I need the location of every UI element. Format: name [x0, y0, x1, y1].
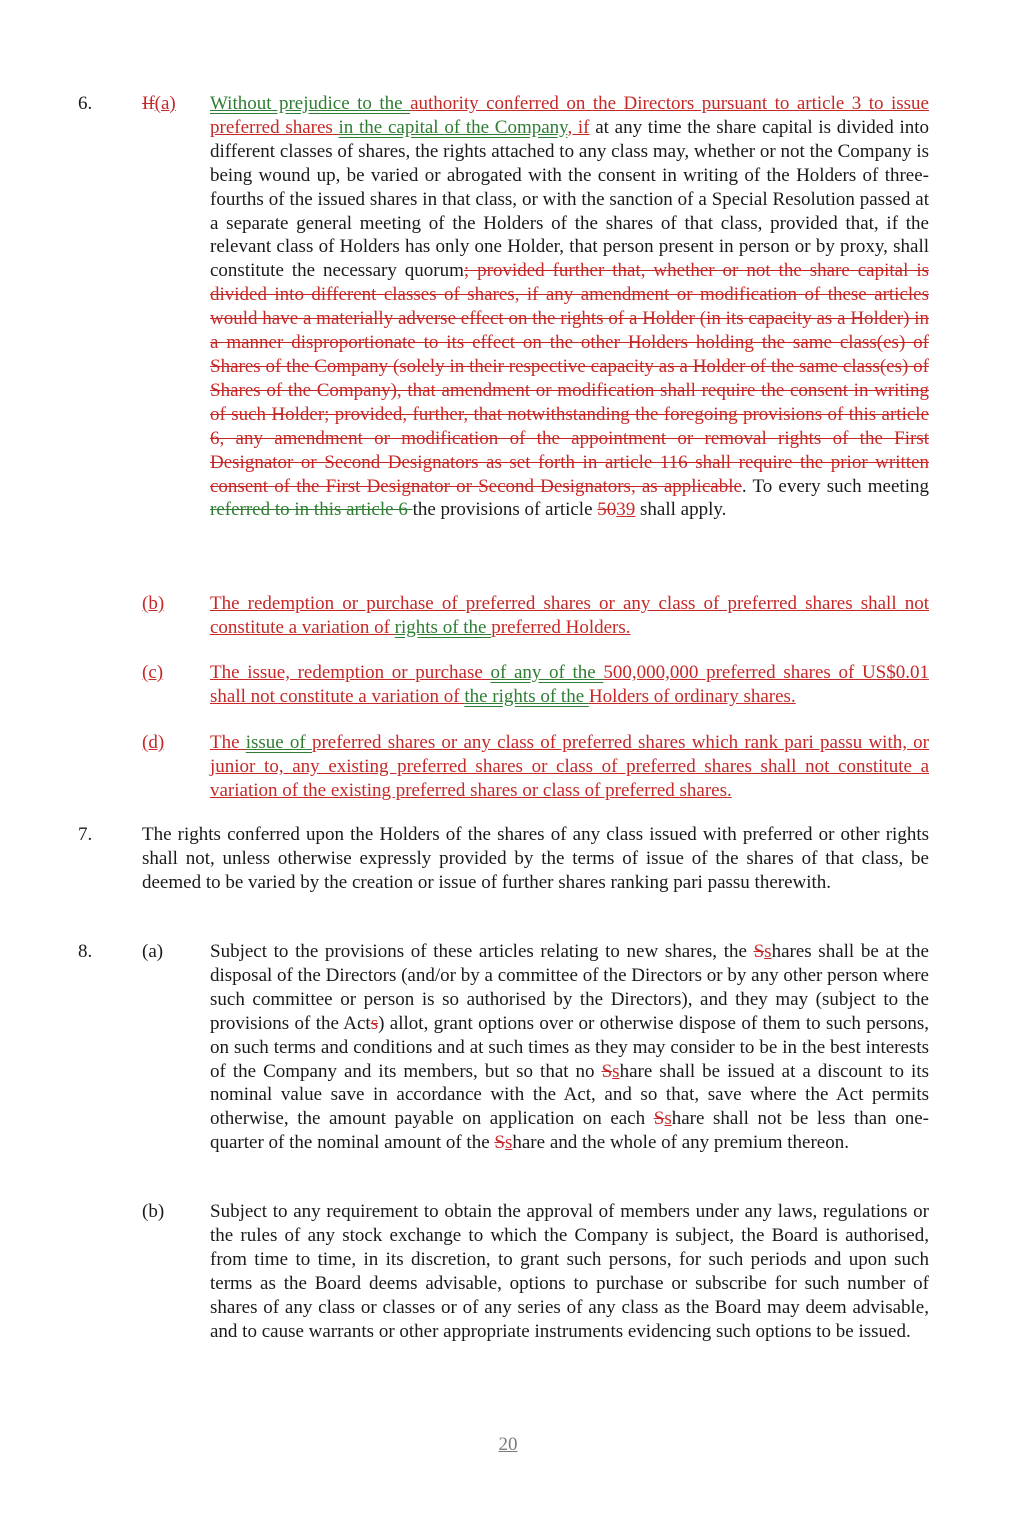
inserted-text: 500,000,000 preferred shares of US$0.01 shall not constitute a variation of [210, 662, 929, 707]
body-text: hares shall be at the disposal of the Directors (and/or by a committee of the Directors or by any other person where such committee or person is so authorised by the Directors), and they may (subject to the provisions of the Act [210, 941, 929, 1034]
inserted-text: The redemption or purchase of preferred shares or any class of preferred shares shall not constitute a variation of [210, 593, 929, 638]
article-6b-paragraph [210, 592, 929, 640]
moved-text: Without prejudice to the [210, 93, 411, 114]
page-number-text: 20 [498, 1434, 518, 1455]
moved-text: the rights of the [464, 685, 589, 707]
body-text: shall apply. [635, 499, 727, 521]
deleted-text: S [653, 1108, 665, 1130]
article-6c-label: (c) [142, 662, 164, 683]
deleted-moved-text: referred to in this article 6 [210, 499, 413, 521]
article-7-paragraph: The rights conferred upon the Holders of the shares of any class issued with preferred or other rights shall not, unless otherwise expressly provided by the terms of issue of the shares of that class, be deemed to be varied by the creation or issue of further shares ranking pari passu therewith. [142, 824, 929, 893]
article-8b-label: (b) [142, 1201, 165, 1222]
body-text: Subject to the provisions of these articles relating to new shares, the [210, 941, 754, 962]
article-6a-label [142, 92, 176, 116]
deleted-text: s [370, 1012, 379, 1034]
body-text: the provisions of article [412, 499, 598, 521]
inserted-text: s [664, 1108, 672, 1130]
body-text: . To every such meeting [741, 475, 929, 497]
inserted-text: Holders of ordinary shares. [588, 685, 796, 707]
deleted-text: S [601, 1060, 613, 1082]
moved-text: of the Company [444, 116, 568, 138]
inserted-text: preferred Holders. [491, 616, 631, 638]
body-text: hare and the whole of any premium thereon. [512, 1132, 849, 1154]
article-6a-paragraph [210, 92, 929, 522]
inserted-text: s [612, 1060, 620, 1082]
article-8b-paragraph: Subject to any requirement to obtain the approval of members under any laws, regulations or the rules of any stock exchange to which the Company is subject, the Board is authorised, from time to time, in its discretion, to grant such persons, for such periods and upon such terms as the Board deems advisable, options to purchase or subscribe for such number of shares of any class or classes or of any series of any class as the Board may deem advisable, and to cause warrants or other appropriate instruments evidencing such options to be issued. [210, 1201, 929, 1342]
deleted-text: S [494, 1132, 505, 1154]
article-8a-paragraph [210, 940, 929, 1155]
inserted-text: s [504, 1132, 513, 1154]
body-text: at any time the share capital is divided into different classes of shares, the rights attached to any class may, whether or not the Company is being wound up, be varied or abrogated with the consent in writing of the Holders of three-fourths of the issued shares in that class, or with the sanction of a Special Resolution passed at a separate general meeting of the Holders of the shares of that class, provided that, if the relevant class of Holders has only one Holder, that person present in person or by proxy, shall constitute the necessary quorum [210, 116, 930, 282]
moved-text: in the capital [338, 116, 445, 138]
body-text: hare shall not be less than one-quarter of the nominal amount of the [210, 1108, 929, 1154]
article-6b-label: (b) [142, 593, 165, 614]
inserted-text: , if [567, 116, 590, 138]
moved-text: issue of [245, 732, 312, 753]
deleted-text: 50 [597, 499, 617, 521]
deleted-text: ; provided further that, whether or not the share capital is divided into different classes of shares, if any amendment or modification of these articles would have a materially adverse effect on the rights of a Holder (in its capacity as a Holder) in a manner disproportionate to its effect on the other Holders holding the same class(es) of Shares of the Company (solely in their respective capacity as a Holder of the same class(es) of Shares of the Company), that amendment or modification shall require the consent in writing of such Holder; provided, further, that notwithstanding the foregoing provisions of this article 6, any amendment or modification of the appointment or removal rights of the First Designator or Second Designators as set forth in article 116 shall require the prior written consent of the First Designator or Second Designators, as applicable [210, 260, 929, 497]
inserted-text: preferred shares or any class of preferred shares which rank pari passu with, or junior to, any existing preferred shares or class of preferred shares shall not constitute a variation of the existing preferred shares or class of preferred shares. [210, 732, 929, 801]
body-text: ) allot, grant options over or otherwise dispose of them to such persons, on such terms and conditions and at such times as they may consider to be in the best interests of the Company and its members, but so that no [210, 1012, 929, 1082]
article-8a-label: (a) [142, 941, 164, 962]
inserted-text: The issue, redemption or purchase [210, 662, 491, 683]
article-8-number: 8. [78, 941, 93, 962]
moved-text: rights of the [394, 616, 492, 638]
article-6d-label: (d) [142, 732, 165, 753]
article-6c-paragraph [210, 661, 929, 709]
deleted-text: S [753, 941, 765, 962]
inserted-text: authority conferred on the Directors pursuant to article 3 to issue preferred shares [210, 93, 929, 138]
article-7-number: 7. [78, 824, 93, 845]
body-text: hare shall be issued at a discount to its nominal value save in accordance with the Act, and so that, save where the Act permits otherwise, the amount payable on application on each [210, 1060, 929, 1130]
inserted-text: 39 [616, 499, 636, 521]
article-6d-paragraph [210, 731, 929, 803]
moved-text: of any of the [490, 662, 604, 683]
inserted-text: The [210, 732, 246, 753]
inserted-text: s [764, 941, 772, 962]
page-number [0, 1434, 1016, 1456]
article-6-number: 6. [78, 93, 93, 114]
inserted-text: (a) [154, 93, 176, 114]
deleted-text: If [142, 93, 155, 114]
